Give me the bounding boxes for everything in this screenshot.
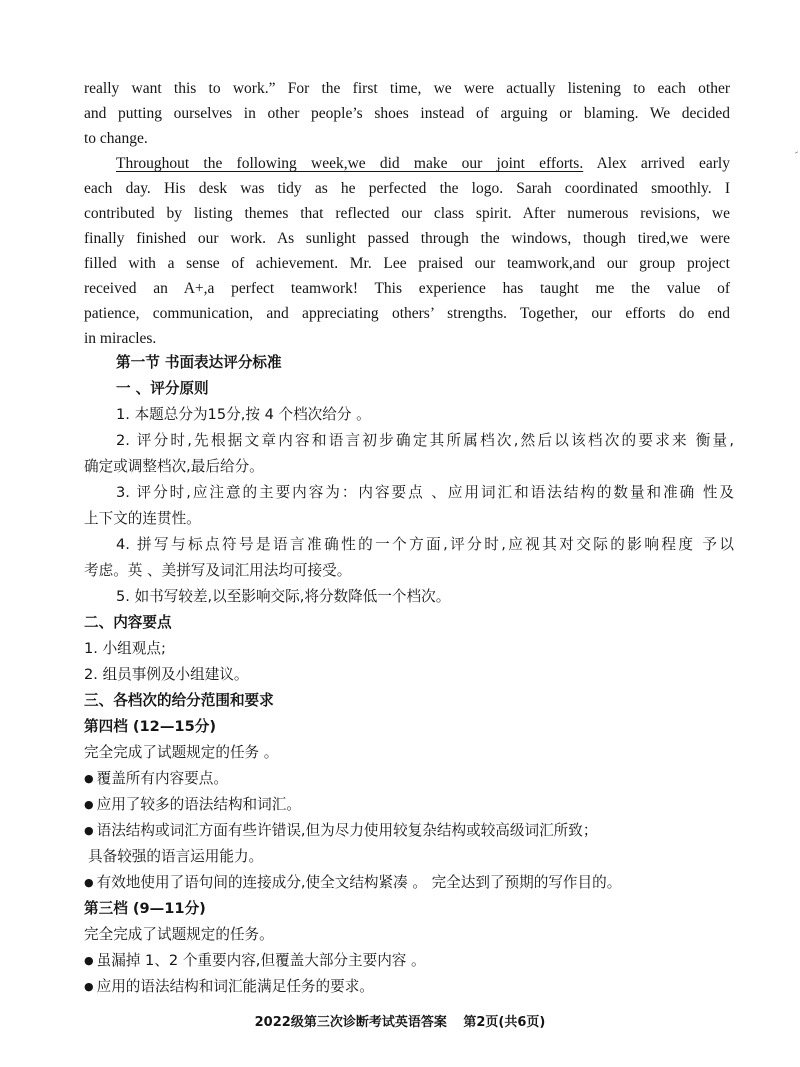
essay-line: in miracles. — [84, 330, 157, 347]
criterion-text: 覆盖所有内容要点。 — [96, 770, 228, 787]
tier-4-criterion — [84, 766, 734, 792]
footer-page-number: 第2页(共6页) — [463, 1015, 546, 1030]
heading-content-points: 二、内容要点 — [84, 614, 172, 631]
essay-line: contributed by listing themes that reflected our class spirit. After numerous revisions, we — [84, 205, 730, 222]
rule-1: 1. 本题总分为15分,按 4 个档次给分 。 — [116, 406, 371, 423]
tier-4-criterion — [84, 792, 734, 818]
tier-4-criterion — [84, 818, 734, 844]
essay-line: filled with a sense of achievement. Mr. Lee praised our teamwork,and our group project — [84, 255, 730, 272]
criterion-text: 应用了较多的语法结构和词汇。 — [96, 796, 301, 813]
tier-4-criterion — [84, 870, 734, 896]
tier-3-summary: 完全完成了试题规定的任务。 — [84, 926, 274, 943]
tier-3-criterion — [84, 948, 734, 974]
rule-4: 4. 拼写与标点符号是语言准确性的一个方面,评分时,应视其对交际的影响程度 予以 — [116, 536, 734, 553]
section-title: 第一节 书面表达评分标准 — [116, 354, 282, 371]
essay-line: really want this to work.” For the first time, we were actually listening to each other — [84, 80, 730, 97]
tier-4-title: 第四档 (12—15分) — [84, 718, 217, 735]
bullet-icon: ● — [84, 876, 94, 889]
bullet-icon: ● — [84, 798, 94, 811]
criterion-text: 语法结构或词汇方面有些许错误,但为尽力使用较复杂结构或较高级词汇所致； — [96, 822, 598, 839]
criterion-text: 虽漏掉 1、2 个重要内容,但覆盖大部分主要内容 。 — [96, 952, 426, 969]
content-point-1: 1. 小组观点; — [84, 640, 166, 657]
rule-5: 5. 如书写较差,以至影响交际,将分数降低一个档次。 — [116, 588, 451, 605]
essay-line: each day. His desk was tidy as he perfected the logo. Sarah coordinated smoothly. I — [84, 180, 730, 197]
tier-3-criterion — [84, 974, 734, 1000]
tier-4-criterion-continued: 具备较强的语言运用能力。 — [88, 848, 264, 865]
bullet-icon: ● — [84, 772, 94, 785]
heading-scoring-principles: 一 、评分原则 — [116, 380, 209, 397]
criterion-text: 应用的语法结构和词汇能满足任务的要求。 — [96, 978, 374, 995]
essay-line: and putting ourselves in other people’s shoes instead of arguing or blaming. We decided — [84, 105, 730, 122]
essay-line: finally finished our work. As sunlight passed through the windows, though tired,we were — [84, 230, 730, 247]
criterion-text: 有效地使用了语句间的连接成分,使全文结构紧凑 。 完全达到了预期的写作目的。 — [96, 874, 622, 891]
essay-paragraph-2-first-line — [116, 151, 730, 176]
rule-3-continued: 上下文的连贯性。 — [84, 510, 201, 527]
rule-3: 3. 评分时,应注意的主要内容为：内容要点 、应用词汇和语法结构的数量和准确 性及 — [116, 484, 734, 501]
content-point-2: 2. 组员事例及小组建议。 — [84, 666, 249, 683]
footer-title: 2022级第三次诊断考试英语答案 — [254, 1015, 447, 1030]
bullet-icon: ● — [84, 824, 94, 837]
bullet-icon: ● — [84, 954, 94, 967]
heading-grade-bands: 三、各档次的给分范围和要求 — [84, 692, 274, 709]
scan-mark — [795, 151, 798, 153]
underlined-topic-sentence: Throughout the following week,we did make our joint efforts. — [116, 155, 584, 172]
essay-line: patience, communication, and appreciating others’ strengths. Together, our efforts do end — [84, 305, 730, 322]
essay-text: Alex arrived early — [596, 155, 730, 172]
rule-4-continued: 考虑。英 、美拼写及词汇用法均可接受。 — [84, 562, 352, 579]
rule-2-continued: 确定或调整档次,最后给分。 — [84, 458, 264, 475]
bullet-icon: ● — [84, 980, 94, 993]
essay-line: to change. — [84, 130, 148, 147]
page-footer — [0, 1012, 800, 1034]
tier-4-summary: 完全完成了试题规定的任务 。 — [84, 744, 279, 761]
essay-line: received an A+,a perfect teamwork! This experience has taught me the value of — [84, 280, 730, 297]
tier-3-title: 第三档 (9—11分) — [84, 900, 206, 917]
rule-2: 2. 评分时,先根据文章内容和语言初步确定其所属档次,然后以该档次的要求来 衡量, — [116, 432, 734, 449]
